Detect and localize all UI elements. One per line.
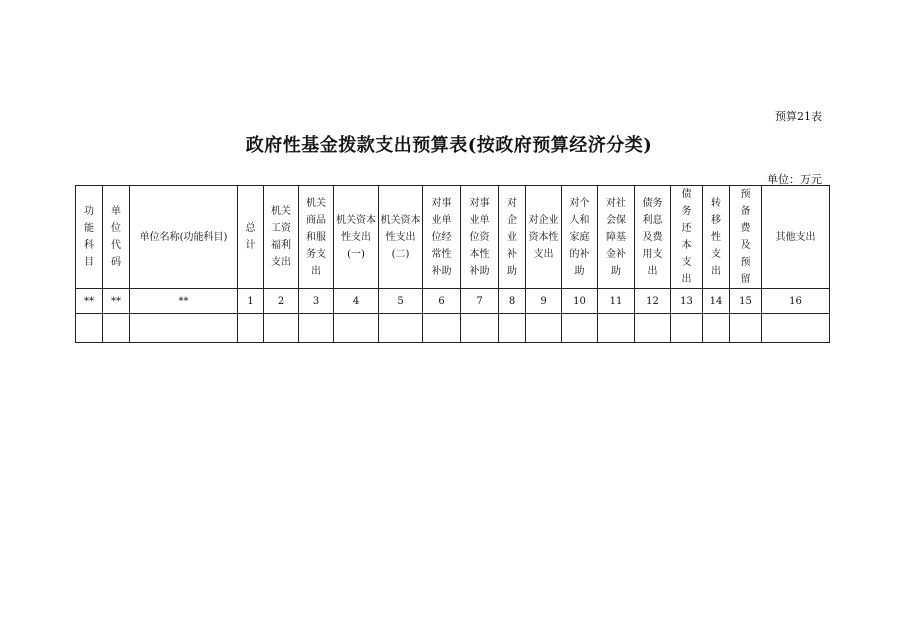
header-cell [379, 186, 423, 289]
header-cell [703, 186, 730, 289]
column-number: 12 [635, 289, 671, 314]
header-label-unit-code: 单位代码 [111, 206, 121, 268]
column-number: 13 [671, 289, 703, 314]
header-cell [103, 186, 130, 289]
column-number: 2 [264, 289, 299, 314]
header-cell [671, 186, 703, 289]
header-label-col-16: 其他支出 [775, 231, 816, 243]
column-number: ** [130, 289, 238, 314]
header-cell [238, 186, 264, 289]
empty-cell [379, 314, 423, 343]
header-label-col-11: 对社会保障基金补助 [606, 197, 626, 277]
header-cell [264, 186, 299, 289]
header-label-col-7: 对事业单位资本性补助 [469, 197, 490, 277]
header-row [76, 186, 830, 289]
column-number: 10 [562, 289, 598, 314]
header-label-col-13: 债务还本支出 [681, 189, 692, 285]
data-row-empty [76, 314, 830, 343]
header-cell [562, 186, 598, 289]
header-label-total: 总计 [245, 223, 256, 251]
header-cell [130, 186, 238, 289]
header-cell [730, 186, 762, 289]
header-label-col-15: 预备费及预留 [740, 189, 751, 285]
column-number: ** [103, 289, 130, 314]
column-number: 6 [423, 289, 461, 314]
empty-cell [635, 314, 671, 343]
column-number: ** [76, 289, 103, 314]
column-number: 7 [461, 289, 499, 314]
empty-cell [76, 314, 103, 343]
empty-cell [499, 314, 526, 343]
header-label-col-4: 机关资本性支出(一) [336, 214, 376, 260]
table-title: 政府性基金拨款支出预算表(按政府预算经济分类) [245, 135, 653, 156]
column-number: 15 [730, 289, 762, 314]
header-cell [499, 186, 526, 289]
header-label-col-8: 对企业补助 [507, 197, 517, 277]
empty-cell [526, 314, 562, 343]
empty-cell [299, 314, 334, 343]
column-number: 1 [238, 289, 264, 314]
header-cell [76, 186, 103, 289]
header-label-col-2: 机关工资福利支出 [271, 206, 291, 268]
empty-cell [730, 314, 762, 343]
empty-cell [238, 314, 264, 343]
column-number: 4 [334, 289, 379, 314]
empty-cell [264, 314, 299, 343]
column-number-row [76, 289, 830, 314]
empty-cell [103, 314, 130, 343]
header-label-col-3: 机关商品和服务支出 [306, 197, 326, 277]
empty-cell [598, 314, 635, 343]
column-number: 11 [598, 289, 635, 314]
header-label-col-10: 对个人和家庭的补助 [569, 197, 590, 277]
header-label-col-14: 转移性支出 [711, 197, 721, 277]
header-label-col-6: 对事业单位经常性补助 [431, 197, 452, 277]
header-cell [762, 186, 830, 289]
column-number: 8 [499, 289, 526, 314]
column-number: 14 [703, 289, 730, 314]
empty-cell [671, 314, 703, 343]
header-cell [526, 186, 562, 289]
column-number: 3 [299, 289, 334, 314]
empty-cell [703, 314, 730, 343]
header-label-unit-name: 单位名称(功能科目) [139, 231, 228, 243]
header-cell [598, 186, 635, 289]
empty-cell [461, 314, 499, 343]
column-number: 5 [379, 289, 423, 314]
column-number: 16 [762, 289, 830, 314]
header-cell [334, 186, 379, 289]
empty-cell [423, 314, 461, 343]
budget-table [75, 185, 830, 343]
header-cell [423, 186, 461, 289]
header-cell [635, 186, 671, 289]
header-cell [461, 186, 499, 289]
column-number: 9 [526, 289, 562, 314]
header-label-col-5: 机关资本性支出(二) [380, 214, 421, 260]
empty-cell [334, 314, 379, 343]
header-label-function-subject: 功能科目 [84, 206, 94, 268]
empty-cell [562, 314, 598, 343]
header-label-col-12: 债务利息及费用支出 [642, 197, 663, 277]
form-number: 预算21表 [775, 110, 822, 123]
empty-cell [762, 314, 830, 343]
header-cell [299, 186, 334, 289]
empty-cell [130, 314, 238, 343]
header-label-col-9: 对企业资本性支出 [528, 214, 559, 260]
unit-label: 单位：万元 [767, 173, 822, 186]
